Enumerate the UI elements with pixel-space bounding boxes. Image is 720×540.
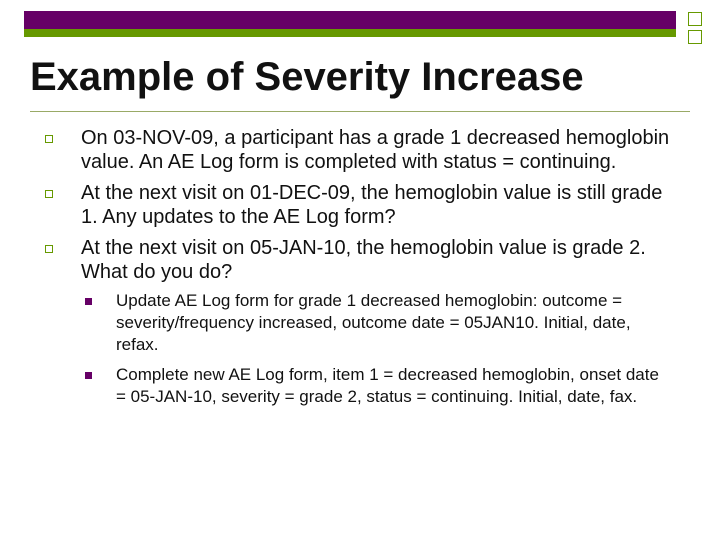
- sub-bullet-item: [81, 290, 680, 356]
- sub-bullet-text: Complete new AE Log form, item 1 = decreased hemoglobin, onset date = 05-JAN-10, severity = grade 2, status = continuing. Initial, date, fax.: [116, 365, 659, 406]
- bullet-text: At the next visit on 05-JAN-10, the hemoglobin value is grade 2. What do you do?: [81, 237, 646, 283]
- title-divider: [30, 111, 690, 112]
- bullet-item: [0, 236, 720, 408]
- slide-title: Example of Severity Increase: [30, 55, 584, 99]
- sub-bullet-list: [81, 290, 680, 408]
- hollow-square-bullet-icon: [45, 245, 53, 253]
- filled-square-bullet-icon: [85, 298, 92, 305]
- bullet-list: [0, 126, 720, 416]
- hollow-square-bullet-icon: [45, 135, 53, 143]
- bullet-text: At the next visit on 01-DEC-09, the hemoglobin value is still grade 1. Any updates to the AE Log form?: [81, 182, 663, 228]
- sub-bullet-item: [81, 364, 680, 408]
- filled-square-bullet-icon: [85, 372, 92, 379]
- header-band-purple: [24, 11, 676, 29]
- bullet-text: On 03-NOV-09, a participant has a grade 1 decreased hemoglobin value. An AE Log form is completed with status = continuing.: [81, 127, 670, 173]
- header-band-green: [24, 29, 676, 37]
- bullet-item: [0, 126, 720, 174]
- bullet-item: [0, 181, 720, 229]
- hollow-square-bullet-icon: [45, 190, 53, 198]
- sub-bullet-text: Update AE Log form for grade 1 decreased hemoglobin: outcome = severity/frequency increased, outcome date = 05JAN10. Initial, date, refax.: [116, 291, 631, 354]
- corner-square-top: [688, 12, 702, 26]
- corner-square-bottom: [688, 30, 702, 44]
